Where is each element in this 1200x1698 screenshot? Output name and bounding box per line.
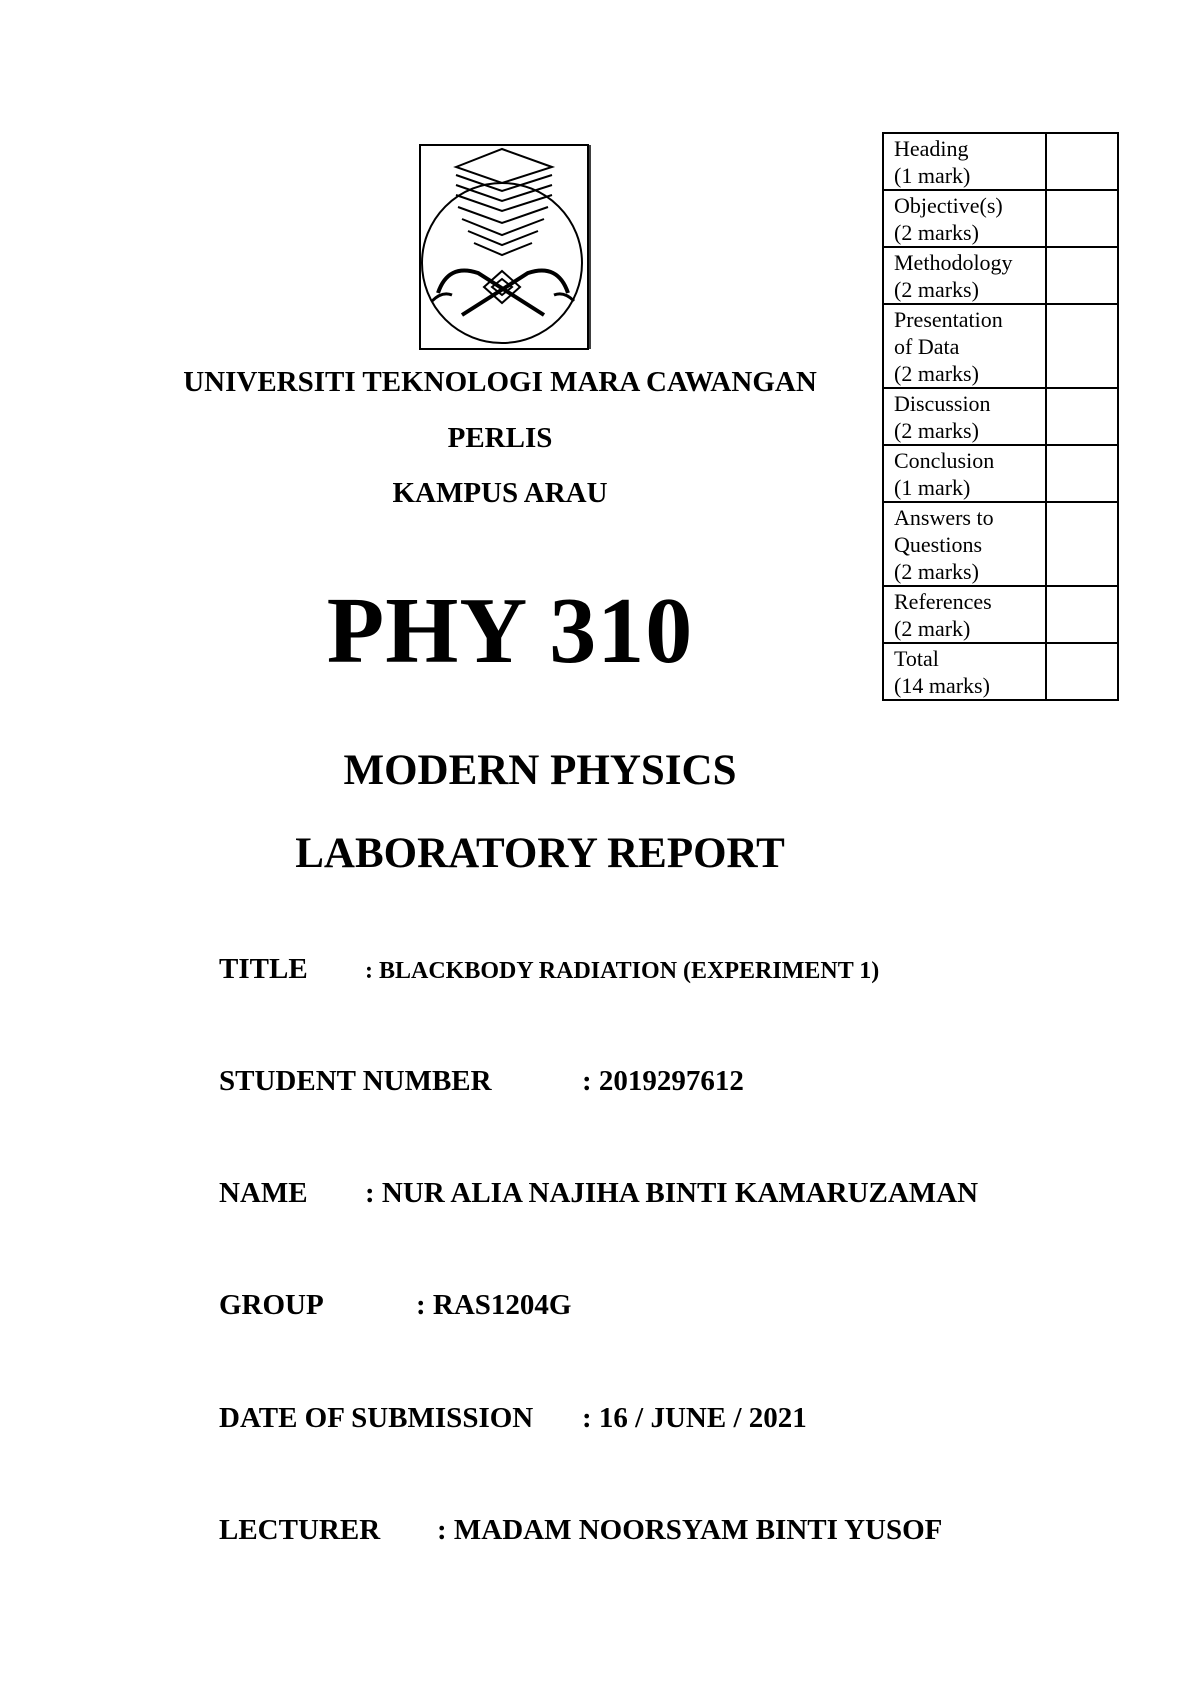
marks-criterion [883,304,1046,388]
marks-score-cell [1046,304,1118,388]
marks-criterion-line: Presentation [894,307,1003,332]
field-date-label: DATE OF SUBMISSION [219,1402,534,1434]
marks-criterion-line: (1 mark) [894,475,971,500]
marks-row [883,586,1118,643]
marks-criterion [883,445,1046,502]
field-student-number-value: : 2019297612 [582,1065,744,1097]
field-date-value: : 16 / JUNE / 2021 [582,1402,807,1434]
marks-row [883,133,1118,190]
marks-criterion-line: Methodology [894,250,1013,275]
marks-row [883,445,1118,502]
marks-criterion-line: (2 mark) [894,616,971,641]
field-lecturer-value: : MADAM NOORSYAM BINTI YUSOF [437,1514,943,1546]
marks-criterion-line: Discussion [894,391,991,416]
marks-criterion [883,586,1046,643]
marks-score-cell [1046,502,1118,586]
marks-row [883,643,1118,700]
marks-row [883,388,1118,445]
marks-criterion [883,247,1046,304]
marks-criterion-line: (2 marks) [894,418,979,443]
marks-row [883,304,1118,388]
marks-criterion [883,388,1046,445]
marks-criterion-line: (2 marks) [894,361,979,386]
marks-criterion-line: (2 marks) [894,220,979,245]
marks-score-cell [1046,247,1118,304]
marks-criterion-line: (2 marks) [894,277,979,302]
university-name: UNIVERSITI TEKNOLOGI MARA CAWANGAN [183,366,817,398]
marks-score-cell [1046,388,1118,445]
report-subtitle-line1: MODERN PHYSICS [343,747,737,794]
marks-row [883,190,1118,247]
field-lecturer-label: LECTURER [219,1514,381,1546]
university-logo-icon [418,143,594,351]
marks-criterion [883,190,1046,247]
marks-criterion [883,643,1046,700]
field-name-value: : NUR ALIA NAJIHA BINTI KAMARUZAMAN [365,1177,979,1209]
marks-table [882,132,1119,701]
marks-score-cell [1046,586,1118,643]
marks-score-cell [1046,445,1118,502]
marks-criterion [883,502,1046,586]
marks-criterion-line: Answers to [894,505,994,530]
field-title-label: TITLE [219,953,308,985]
marks-row [883,502,1118,586]
marks-criterion-line: Heading [894,136,969,161]
report-subtitle-line2: LABORATORY REPORT [295,830,785,877]
marks-criterion-line: of Data [894,334,960,359]
university-branch: PERLIS [447,422,553,454]
marks-score-cell [1046,190,1118,247]
marks-score-cell [1046,133,1118,190]
marks-score-cell [1046,643,1118,700]
field-student-number-label: STUDENT NUMBER [219,1065,492,1097]
field-group-value: : RAS1204G [416,1289,572,1321]
campus-name: KAMPUS ARAU [392,477,608,509]
field-group-label: GROUP [219,1289,324,1321]
marks-criterion-line: Objective(s) [894,193,1003,218]
course-code: PHY 310 [326,579,694,683]
marks-criterion-line: Total [894,646,939,671]
marks-criterion-line: Questions [894,532,982,557]
field-name-label: NAME [219,1177,308,1209]
marks-criterion [883,133,1046,190]
marks-criterion-line: References [894,589,992,614]
marks-criterion-line: (1 mark) [894,163,971,188]
marks-criterion-line: Conclusion [894,448,995,473]
marks-criterion-line: (2 marks) [894,559,979,584]
marks-criterion-line: (14 marks) [894,673,990,698]
marks-row [883,247,1118,304]
field-title-value: : BLACKBODY RADIATION (EXPERIMENT 1) [365,958,880,984]
